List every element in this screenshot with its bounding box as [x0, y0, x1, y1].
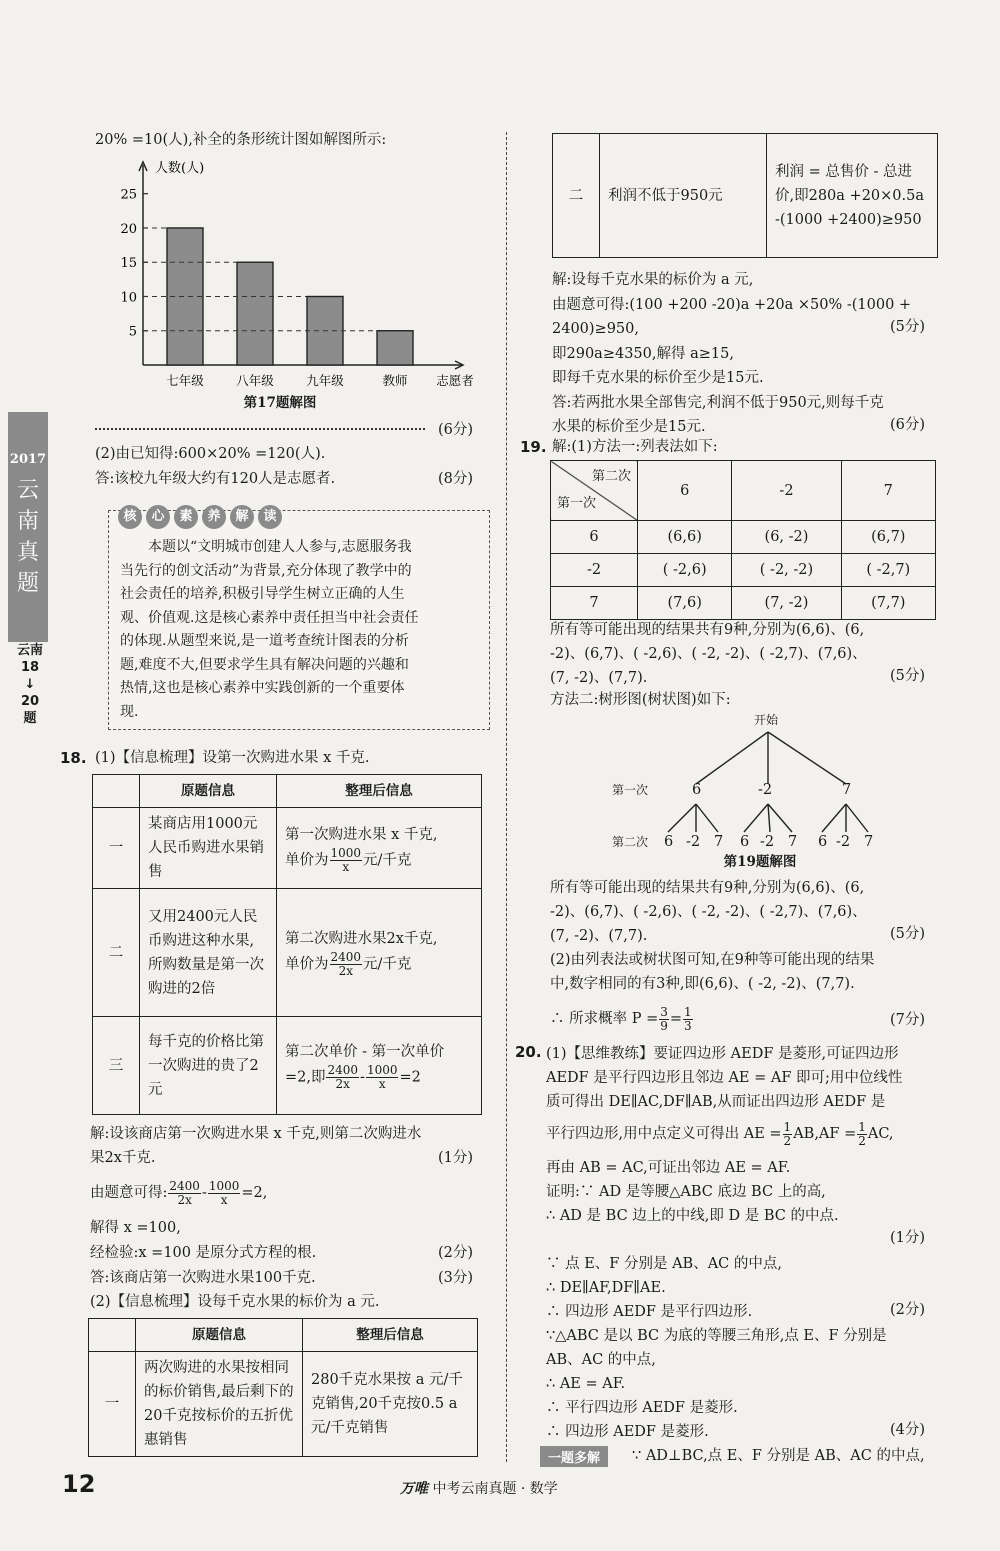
side-char: 真: [16, 540, 39, 565]
proof-line: ∵ 点 E、F 分别是 AB、AC 的中点,: [546, 1256, 782, 1272]
info-line: 第一次购进水果 x 千克,: [285, 826, 438, 843]
fraction: [326, 1064, 359, 1091]
info-text: =2: [399, 1069, 421, 1086]
outcome-cell: (6,7): [841, 521, 935, 554]
outcome-cell: ( -2,6): [638, 554, 732, 587]
minus-sign: -: [201, 1185, 207, 1201]
proof-line: ∵△ABC 是以 BC 为底的等腰三角形,点 E、F 分别是: [546, 1328, 887, 1344]
organized-info: 280千克水果按 a 元/千克销售,20千克按0.5 a 元/千克销售: [303, 1352, 478, 1457]
outcome-table: [550, 460, 936, 620]
side-char: 题: [16, 571, 39, 596]
x-axis-label: 志愿者: [436, 373, 474, 388]
result-line: (7, -2)、(7,7).: [550, 928, 648, 944]
result-line: 所有等可能出现的结果共有9种,分别为(6,6)、(6,: [550, 622, 865, 638]
side-range: [12, 642, 48, 727]
solution-line: 解:设每千克水果的标价为 a 元,: [552, 272, 754, 288]
tree-second-label: 第二次: [612, 835, 649, 849]
score: (6分): [438, 422, 474, 438]
solution-line: 2400)≥950,: [552, 321, 639, 337]
proof-line: ∴ AD 是 BC 边上的中线,即 D 是 BC 的中点.: [546, 1208, 839, 1224]
q20-proof-2: [546, 1252, 941, 1324]
score: (8分): [438, 471, 474, 487]
denominator: x: [378, 1077, 386, 1091]
q20-text: 平行四边形,用中点定义可得出 AE =: [546, 1126, 782, 1142]
fraction: [330, 951, 363, 978]
bar: [237, 262, 273, 365]
info-text: 元/千克: [363, 852, 412, 868]
x-tick-label: 七年级: [166, 373, 204, 388]
prob-text: ∴ 所求概率 P =: [550, 1011, 659, 1027]
tree-leaf: 6: [664, 834, 674, 850]
numerator: 1: [684, 1004, 692, 1019]
info-table-3: [552, 133, 938, 258]
info-table-2: [88, 1318, 478, 1457]
solution-line: 由题意可得:(100 +200 -20)a +20a ×50% -(1000 +: [552, 296, 912, 313]
q20-block: [546, 1042, 941, 1114]
solution-line: 水果的标价至少是15元.: [552, 419, 706, 435]
side-year: 2017: [9, 452, 47, 467]
solution-line: 答:若两批水果全部售完,利润不低于950元,则每千克: [552, 394, 884, 411]
outcome-cell: (7, -2): [732, 587, 841, 620]
proof-line: ∴ 平行四边形 AEDF 是菱形.: [546, 1400, 738, 1416]
proof-line: 证明:∵ AD 是等腰△ABC 底边 BC 上的高,: [546, 1184, 826, 1200]
col-header: 6: [638, 461, 732, 521]
info-line: 第二次单价 - 第一次单价: [285, 1044, 445, 1060]
core-title-char: 读: [258, 505, 282, 529]
eq-text: =2,: [241, 1185, 268, 1201]
info-table-1: [92, 774, 482, 1115]
part2-heading: (2)【信息梳理】设每千克水果的标价为 a 元.: [90, 1294, 380, 1310]
q20-line: [546, 1118, 894, 1150]
denominator: 2: [858, 1133, 866, 1148]
info-line: [285, 1064, 473, 1091]
equals-sign: =: [669, 1011, 683, 1027]
outcome-cell: ( -2,7): [841, 554, 935, 587]
info-text: 单价为: [285, 852, 329, 868]
x-tick-label: 九年级: [306, 373, 344, 388]
x-tick-label: 教师: [382, 373, 408, 388]
eq-text: 由题意可得:: [90, 1185, 168, 1201]
fraction: [783, 1121, 793, 1148]
proof-line: ∴ 四边形 AEDF 是平行四边形.: [546, 1304, 753, 1320]
q20-proof-3: [546, 1324, 941, 1444]
core-line: 社会责任的培养,积极引导学生树立正确的人生: [120, 586, 405, 602]
solution-line: 即290a≥4350,解得 a≥15,: [552, 345, 734, 362]
solution-block: [552, 268, 942, 440]
y-tick-label: 5: [128, 324, 137, 340]
tree-leaf: 7: [714, 834, 724, 850]
page-number: 12: [62, 1470, 96, 1498]
q20-line: 质可得出 DE∥AC,DF∥AB,从而证出四边形 AEDF 是: [546, 1094, 886, 1110]
side-from: 18: [20, 660, 40, 675]
answer-text: 答:该校九年级大约有120人是志愿者.: [95, 471, 336, 487]
side-unit: 题: [23, 711, 37, 726]
outcome-cell: (7,6): [638, 587, 732, 620]
core-line: 热情,这也是核心素养中实践创新的一个重要体: [120, 680, 405, 696]
result-block-1: [550, 618, 940, 690]
core-line: 本题以“文明城市创建人人参与,志愿服务我: [148, 539, 412, 555]
denominator: 3: [684, 1018, 692, 1033]
x-tick-label: 八年级: [236, 373, 274, 388]
tree-node: 7: [842, 782, 852, 798]
solve-line: 解得 x =100,: [90, 1220, 181, 1236]
numerator: 1: [783, 1119, 792, 1134]
organized-info: 利润 = 总售价 - 总进价,即280a +20×0.5a -(1000 +2400)≥950: [767, 134, 938, 258]
denominator: x: [220, 1192, 228, 1207]
q20-text: AB,AF =: [793, 1126, 857, 1142]
side-loc: 云南: [16, 643, 43, 658]
side-to: 20: [20, 694, 40, 709]
info-text: 单价为: [285, 956, 329, 973]
numerator: 2400: [330, 950, 362, 964]
score: (7分): [890, 1012, 926, 1028]
numerator: 3: [660, 1004, 668, 1019]
minus-sign: -: [360, 1069, 365, 1086]
y-tick-label: 25: [120, 187, 137, 203]
solution-line: 解:设该商店第一次购进水果 x 千克,则第二次购进水: [90, 1126, 422, 1142]
column-divider: [506, 132, 507, 1462]
q20-proof: [546, 1156, 941, 1228]
result-line: 所有等可能出现的结果共有9种,分别为(6,6)、(6,: [550, 880, 865, 896]
answer-line: 答:该商店第一次购进水果100千克.: [90, 1270, 316, 1286]
numerator: 2400: [327, 1063, 359, 1077]
core-text: [120, 536, 480, 724]
numerator: 1000: [208, 1178, 240, 1193]
table-header: 整理后信息: [303, 1319, 478, 1352]
core-title-char: 素: [174, 505, 198, 529]
bar: [377, 331, 413, 365]
fraction: [168, 1180, 201, 1207]
orig-info: 两次购进的水果按相同的标价销售,最后剩下的20千克按标价的五折优惠销售: [136, 1352, 303, 1457]
part2-text: (2)由已知得:600×20% =120(人).: [95, 446, 326, 462]
proof-line: ∴ AE = AF.: [546, 1376, 626, 1392]
outcome-cell: (6, -2): [732, 521, 841, 554]
organized-info: [277, 889, 482, 1017]
core-line: 当先行的创文活动”为背景,充分体现了教学中的: [120, 562, 412, 579]
brand-logo: 万唯: [400, 1481, 428, 1497]
side-arrow: ↓: [24, 677, 36, 692]
denominator: x: [342, 859, 350, 874]
fraction: [208, 1180, 241, 1207]
organized-info: [277, 1017, 482, 1115]
orig-info: 利润不低于950元: [600, 134, 767, 258]
score: (2分): [890, 1302, 926, 1318]
q18-heading: (1)【信息梳理】设第一次购进水果 x 千克.: [95, 750, 370, 766]
col-header: 7: [841, 461, 935, 521]
row-index: 一: [89, 1352, 136, 1457]
row-index: 二: [553, 134, 600, 258]
footer: [400, 1478, 558, 1498]
core-title: [118, 505, 282, 529]
tree-leaf: 6: [740, 834, 750, 850]
method2-heading: 方法二:树形图(树状图)如下:: [550, 692, 731, 708]
orig-info: 某商店用1000元人民币购进水果销售: [140, 808, 277, 889]
core-line: 观、价值观.这是核心素养中责任担当中社会责任: [120, 609, 419, 626]
denominator: 2x: [338, 964, 353, 978]
tree-start: 开始: [754, 713, 779, 727]
info-text: 元/千克: [363, 956, 412, 973]
table-header: 原题信息: [136, 1319, 303, 1352]
denominator: 2: [783, 1133, 792, 1148]
numerator: 1: [858, 1119, 866, 1134]
row-header: 7: [551, 587, 638, 620]
corner-top: 第二次: [591, 469, 631, 484]
fraction: [366, 1064, 399, 1091]
denominator: 9: [660, 1018, 668, 1033]
fraction: [857, 1121, 867, 1148]
outcome-cell: ( -2, -2): [732, 554, 841, 587]
q20-text: AC,: [867, 1126, 894, 1142]
proof-line: AB、AC 的中点,: [546, 1352, 656, 1368]
q20-number: 20.: [515, 1043, 542, 1061]
tree-leaf: 6: [818, 834, 828, 850]
tree-node: 6: [692, 782, 702, 798]
core-line: 的体现.从题型来说,是一道考查统计图表的分析: [120, 633, 409, 649]
numerator: 1000: [366, 1063, 398, 1077]
row-index: 三: [93, 1017, 140, 1115]
table-header: 整理后信息: [277, 775, 482, 808]
outcome-cell: (6,6): [638, 521, 732, 554]
row-header: 6: [551, 521, 638, 554]
score: (1分): [890, 1230, 926, 1246]
core-line: 题,难度不大,但要求学生具有解决问题的兴趣和: [120, 656, 409, 673]
result-block-2: [550, 876, 940, 948]
equation-line: [90, 1178, 267, 1208]
solution-line: 即每千克水果的标价至少是15元.: [552, 370, 764, 386]
solution-line: 果2x千克.: [90, 1150, 156, 1166]
part2-line: (2)由列表法或树状图可知,在9种等可能出现的结果: [550, 952, 875, 968]
y-axis-label: 人数(人): [155, 161, 205, 176]
fraction: [683, 1006, 693, 1033]
y-tick-label: 10: [120, 290, 137, 306]
info-text: =2,即: [285, 1069, 326, 1086]
last-line: ∵ AD⊥BC,点 E、F 分别是 AB、AC 的中点,: [632, 1448, 925, 1464]
fraction: [330, 847, 363, 874]
row-index: 二: [93, 889, 140, 1017]
side-char: 南: [16, 509, 39, 534]
side-char: 云: [16, 478, 39, 503]
tree-caption: 第19题解图: [723, 854, 797, 870]
proof-line: ∴ 四边形 AEDF 是菱形.: [546, 1424, 709, 1440]
denominator: 2x: [177, 1192, 192, 1207]
score: (1分): [438, 1150, 474, 1166]
tree-node: -2: [758, 782, 773, 798]
dot-leader: [95, 428, 425, 430]
tree-leaf: 7: [864, 834, 874, 850]
q19-heading: 解:(1)方法一:列表法如下:: [552, 439, 718, 455]
y-tick-label: 15: [120, 256, 137, 272]
score: (2分): [438, 1245, 474, 1261]
intro-text: 20% =10(人),补全的条形统计图如解图所示:: [95, 132, 387, 148]
orig-info: 又用2400元人民币购进这种水果,所购数量是第一次购进的2倍: [140, 889, 277, 1017]
result-line: (7, -2)、(7,7).: [550, 670, 648, 686]
q19-number: 19.: [520, 438, 547, 456]
tree-leaf: -2: [760, 834, 775, 850]
tree-first-label: 第一次: [612, 783, 649, 797]
check-line: 经检验:x =100 是原分式方程的根.: [90, 1245, 317, 1261]
result-line: -2)、(6,7)、( -2,6)、( -2, -2)、( -2,7)、(7,6)、: [550, 904, 867, 920]
side-tab: [8, 412, 48, 642]
q18-number: 18.: [60, 749, 87, 767]
q20-line: (1)【思维教练】要证四边形 AEDF 是菱形,可证四边形: [546, 1046, 899, 1062]
score: (4分): [890, 1422, 926, 1438]
footer-title: 中考云南真题 · 数学: [432, 1481, 558, 1497]
chart-caption: 第17题解图: [243, 395, 317, 411]
core-title-char: 核: [118, 505, 142, 529]
row-index: 一: [93, 808, 140, 889]
score: (6分): [890, 417, 926, 433]
core-title-char: 解: [230, 505, 254, 529]
q20-line: AEDF 是平行四边形且邻边 AE = AF 即可;用中位线性: [546, 1070, 903, 1086]
fraction: [659, 1006, 669, 1033]
outcome-cell: (7,7): [841, 587, 935, 620]
organized-info: [277, 808, 482, 889]
tree-leaf: -2: [836, 834, 851, 850]
score: (5分): [890, 319, 926, 335]
core-title-char: 心: [146, 505, 170, 529]
info-line: [285, 847, 473, 874]
col-header: -2: [732, 461, 841, 521]
core-title-char: 养: [202, 505, 226, 529]
proof-line: ∴ DE∥AF,DF∥AE.: [546, 1280, 666, 1296]
proof-line: 再由 AB = AC,可证出邻边 AE = AF.: [546, 1160, 791, 1176]
orig-info: 每千克的价格比第一次购进的贵了2元: [140, 1017, 277, 1115]
tree-leaf: -2: [686, 834, 701, 850]
corner-cell: [551, 461, 638, 521]
numerator: 1000: [330, 845, 362, 860]
probability-line: [550, 1002, 694, 1036]
bar-chart: [105, 150, 480, 410]
info-line: 第二次购进水果2x千克,: [285, 931, 438, 947]
score: (5分): [890, 926, 926, 942]
numerator: 2400: [169, 1178, 200, 1193]
score: (5分): [890, 668, 926, 684]
y-tick-label: 20: [120, 221, 137, 237]
score: (3分): [438, 1270, 474, 1286]
corner-bottom: 第一次: [557, 496, 597, 511]
row-header: -2: [551, 554, 638, 587]
part2-line: 中,数字相同的有3种,即(6,6)、( -2, -2)、(7,7).: [550, 976, 855, 992]
result-line: -2)、(6,7)、( -2,6)、( -2, -2)、( -2,7)、(7,6)、: [550, 646, 867, 662]
tree-leaf: 7: [788, 834, 798, 850]
denominator: 2x: [335, 1077, 350, 1091]
multi-solution-badge: 一题多解: [540, 1446, 608, 1467]
core-line: 现.: [120, 703, 139, 720]
info-line: [285, 951, 473, 978]
table-header: 原题信息: [140, 775, 277, 808]
